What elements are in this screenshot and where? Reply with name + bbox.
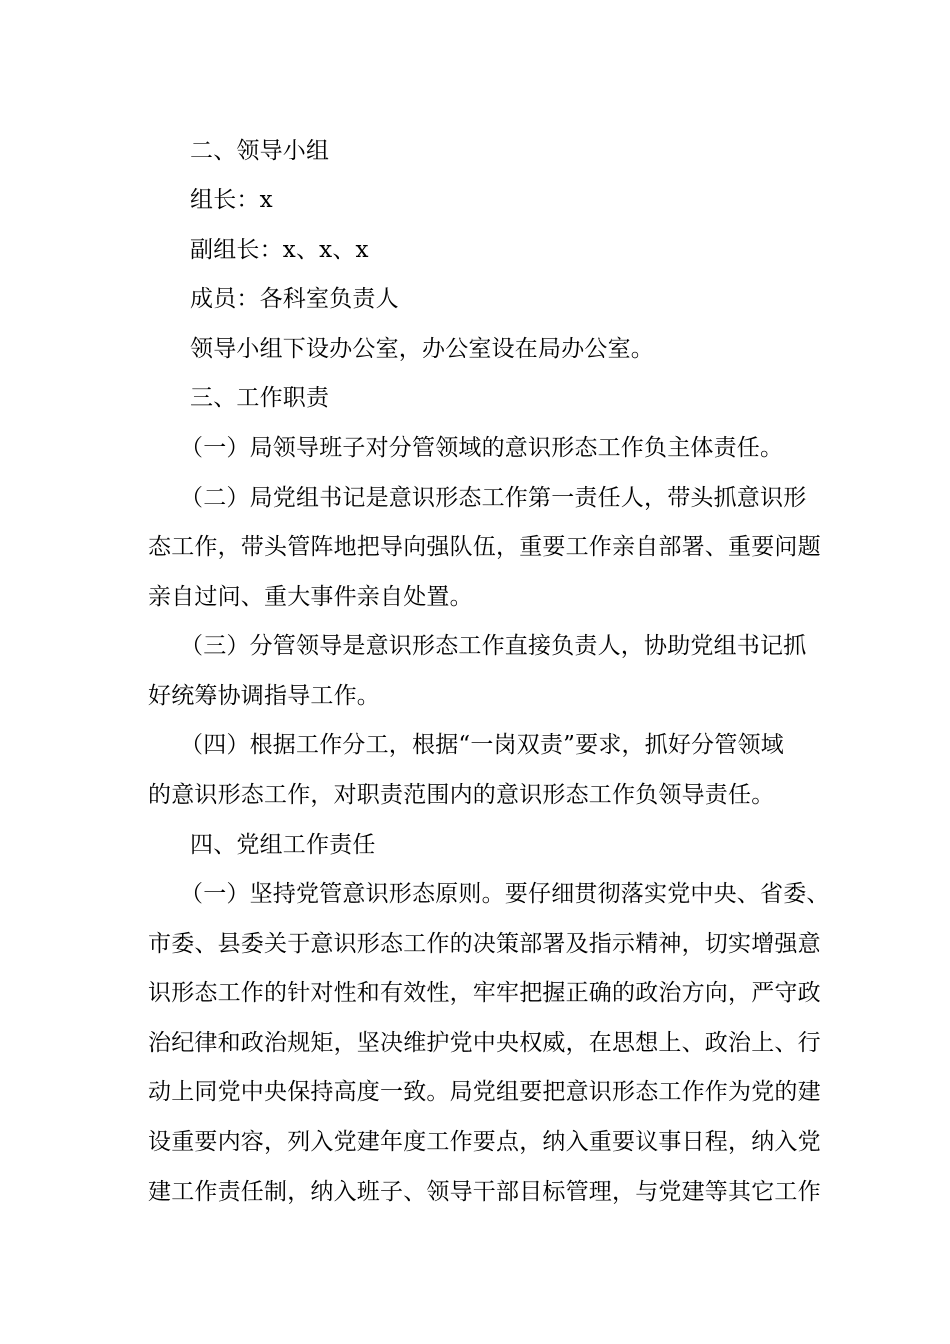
paragraph-line: 建工作责任制，纳入班子、领导干部目标管理，与党建等其它工作 (148, 1179, 821, 1205)
paragraph-line: （一）坚持党管意识形态原则。要仔细贯彻落实党中央、省委、 (180, 881, 830, 907)
paragraph-line: 成员：各科室负责人 (190, 286, 399, 312)
paragraph-line: 的意识形态工作，对职责范围内的意识形态工作负领导责任。 (148, 782, 775, 808)
paragraph-line: （一）局领导班子对分管领域的意识形态工作负主体责任。 (180, 435, 784, 461)
paragraph-line: 动上同党中央保持高度一致。局党组要把意识形态工作作为党的建 (148, 1079, 821, 1105)
section-heading-party-group: 四、党组工作责任 (190, 832, 376, 858)
paragraph-line: 领导小组下设办公室，办公室设在局办公室。 (190, 336, 654, 362)
paragraph-line: （三）分管领导是意识形态工作直接负责人，协助党组书记抓 (180, 633, 807, 659)
section-heading-leadership-group: 二、领导小组 (190, 138, 330, 164)
paragraph-line: 副组长：x、x、x (190, 237, 369, 263)
paragraph-line: （二）局党组书记是意识形态工作第一责任人，带头抓意识形 (180, 485, 807, 511)
section-heading-duties: 三、工作职责 (190, 385, 330, 411)
paragraph-line: （四）根据工作分工，根据“一岗双责”要求，抓好分管领域 (180, 732, 784, 758)
paragraph-line: 识形态工作的针对性和有效性，牢牢把握正确的政治方向，严守政 (148, 980, 821, 1006)
paragraph-line: 市委、县委关于意识形态工作的决策部署及指示精神，切实增强意 (148, 931, 821, 957)
paragraph-line: 好统筹协调指导工作。 (148, 683, 380, 709)
paragraph-line: 设重要内容，列入党建年度工作要点，纳入重要议事日程，纳入党 (148, 1129, 821, 1155)
paragraph-line: 治纪律和政治规矩，坚决维护党中央权威，在思想上、政治上、行 (148, 1030, 821, 1056)
paragraph-line: 亲自过问、重大事件亲自处置。 (148, 584, 473, 610)
paragraph-line: 态工作，带头管阵地把导向强队伍，重要工作亲自部署、重要问题 (148, 534, 821, 560)
paragraph-line: 组长：x (190, 187, 273, 213)
